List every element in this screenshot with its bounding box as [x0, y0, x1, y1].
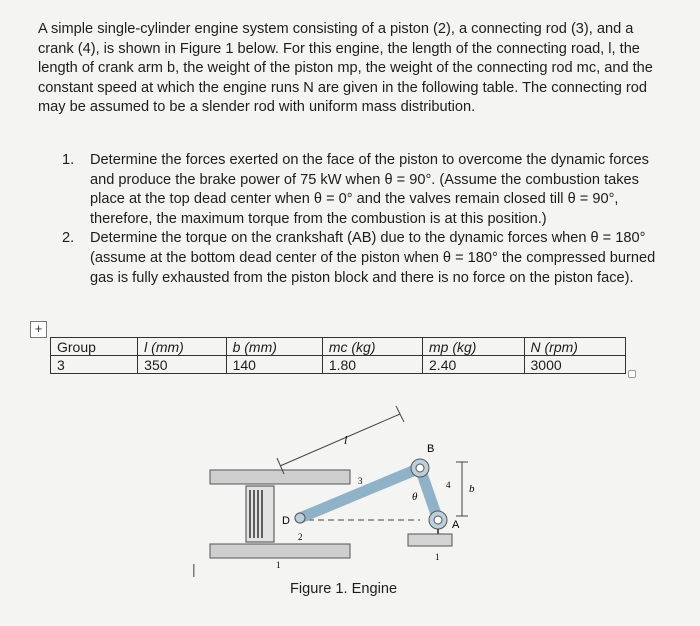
col-header-n: N (rpm): [524, 338, 626, 356]
parameter-table: [50, 337, 626, 374]
question-number: 1.: [62, 152, 75, 168]
col-header-l: l (mm): [138, 338, 226, 356]
cell-n: 3000: [524, 356, 626, 374]
question-item: [62, 229, 662, 288]
table-header-row: [51, 338, 626, 356]
figure-caption: Figure 1. Engine: [290, 581, 398, 597]
label-part-3: 3: [358, 476, 363, 486]
label-part-2: 2: [298, 532, 303, 542]
label-part-1-frame: 1: [276, 560, 281, 570]
engine-figure: [180, 400, 510, 580]
cell-mc: 1.80: [322, 356, 422, 374]
table-row: [51, 356, 626, 374]
cell-l: 350: [138, 356, 226, 374]
dimension-l-line: [280, 414, 400, 466]
col-header-group: Group: [51, 338, 138, 356]
cell-mp: 2.40: [423, 356, 524, 374]
col-header-mc: mc (kg): [322, 338, 422, 356]
label-l: l: [344, 433, 348, 447]
question-list: [62, 151, 662, 288]
question-text: Determine the torque on the crankshaft (AB) due to the dynamic forces when θ = 180° (assume at the bottom dead center of the piston when θ = 180° the compressed burned gas is fully exhausted from the piston block and there is no force on the piston face).: [90, 230, 656, 286]
col-header-b: b (mm): [226, 338, 322, 356]
label-point-d: D: [282, 515, 290, 527]
label-theta: θ: [412, 491, 418, 503]
crank-support: [408, 534, 452, 546]
stray-mark: |: [192, 561, 196, 577]
label-part-1-support: 1: [435, 552, 440, 562]
label-part-4: 4: [446, 480, 451, 490]
question-text: Determine the forces exerted on the face of the piston to overcome the dynamic forces and produce the brake power of 75 kW when θ = 90°. (Assume the combustion takes place at the top dead center when θ = 0° and the valves remain closed till θ = 90°, therefore, the maximum torque from the combustion is at this position.): [90, 152, 649, 227]
wrist-pin: [295, 513, 305, 523]
table-move-handle-icon[interactable]: +: [30, 321, 47, 338]
label-b: b: [469, 483, 475, 495]
table-resize-handle[interactable]: [628, 370, 636, 378]
cylinder-top-wall: [210, 470, 350, 484]
problem-intro: A simple single-cylinder engine system consisting of a piston (2), a connecting rod (3), and a crank (4), is shown in Figure 1 below. For this engine, the length of the connecting road, l, the length of crank arm b, the weight of the piston mp, the weight of the connecting rod mc, and the constant speed at which the engine runs N are given in the following table. The connecting rod may be assumed to be a slender rod with uniform mass distribution.: [38, 21, 653, 116]
col-header-mp: mp (kg): [423, 338, 524, 356]
label-point-b: B: [427, 443, 435, 455]
question-item: [62, 151, 662, 229]
cell-b: 140: [226, 356, 322, 374]
cylinder-bottom-wall: [210, 544, 350, 558]
cell-group: 3: [51, 356, 138, 374]
question-number: 2.: [62, 230, 75, 247]
label-point-a: A: [452, 519, 460, 531]
